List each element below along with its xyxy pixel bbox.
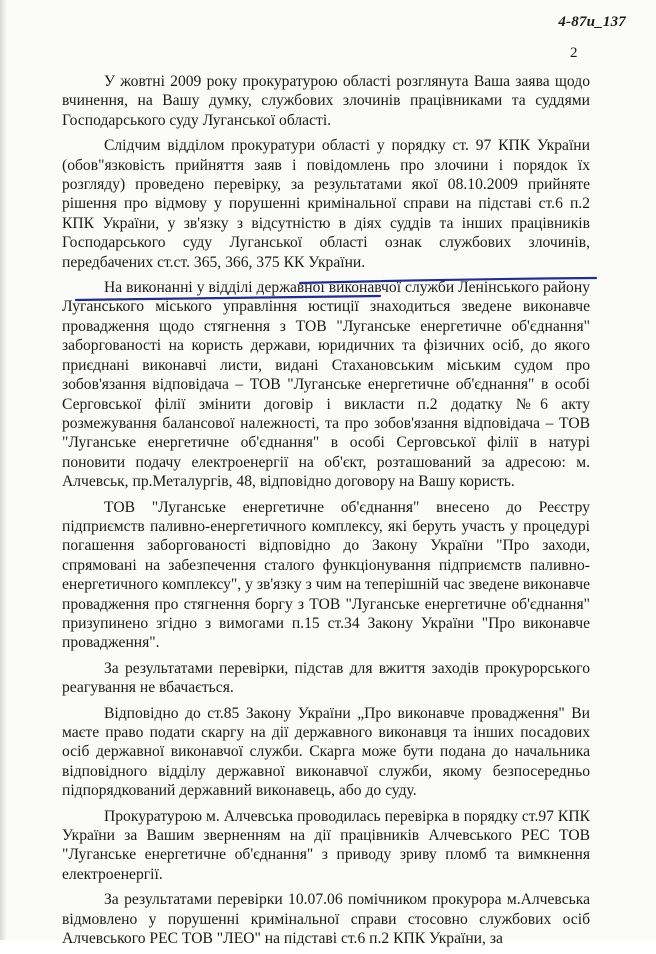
letter-body	[62, 72, 590, 954]
paragraph-3: На виконанні у відділі державної виконавчої служби Ленінського району Луганського міського управління юстиції знаходиться зведене виконавче провадження щодо стягнення з ТОВ "Луганське енергетичне об'єднання" заборгованості на користь держави, юридичних та фізичних осіб, до якого приєднані виконавчі листи, видані Стахановським міським судом про зобов'язання відповідача – ТОВ "Луганське енергетичне об'єднання" в особі Серговської філії змінити договір і викласти п.2 додатку №6 акту розмежування балансової належності, та про зобов'язання відповідача – ТОВ "Луганське енергетичне об'єднання" в особі Серговської філії в натурі поновити подачу електроенергії на об'єкт, розташований за адресою: м. Алчевськ, пр.Металургів, 48, відповідно договору на Вашу користь.	[62, 279, 590, 491]
paragraph-4: ТОВ "Луганське енергетичне об'єднання" внесено до Реєстру підприємств паливно-енергетичного комплексу, які беруть участь у процедурі погашення заборгованості відповідно до Закону України "Про заходи, спрямовані на забезпечення сталого функціонування підприємств паливно-енергетичного комплексу", у зв'язку з чим на теперішній час зведене виконавче провадження про стягнення боргу з ТОВ "Луганське енергетичне об'єднання" призупинено згідно з вимогами п.15 ст.34 Закону України "Про виконавче провадження".	[62, 498, 590, 652]
document-id: 4-87и_137	[558, 14, 626, 30]
scan-edge-shadow	[0, 0, 6, 940]
paragraph-6: Відповідно до ст.85 Закону України „Про виконавче провадження" Ви маєте право подати скаргу на дії державного виконавця та інших посадових осіб державної виконавчої служби. Скарга може бути подана до начальника відповідного відділу державної виконавчої служби, якому безпосередньо підпорядкований державний виконавець, або до суду.	[62, 704, 590, 800]
paragraph-8: За результатами перевірки 10.07.06 помічником прокурора м.Алчевська відмовлено у порушенні кримінальної справи стосовно службових осіб Алчевського РЕС ТОВ "ЛЕО" на підставі ст.6 п.2 КПК України, за	[62, 891, 590, 948]
page-number: 2	[570, 45, 578, 61]
paragraph-2: Слідчим відділом прокуратури області у порядку ст. 97 КПК України (обов"язковість прийняття заяв і повідомлень про злочини і порядок їх розгляду) проведено перевірку, за результатами якої 08.10.2009 прийняте рішення про відмову у порушенні кримінальної справи на підставі ст.6 п.2 КПК України, у зв'язку з відсутністю в діях суддів та інших працівників Господарського суду Луганської області ознак службових злочинів, передбачених ст.ст. 365, 366, 375 КК України.	[62, 137, 590, 271]
paragraph-1: У жовтні 2009 року прокуратурою області розглянута Ваша заява щодо вчинення, на Вашу думку, службових злочинів працівниками та суддями Господарського суду Луганської області.	[62, 73, 590, 129]
paragraph-5: За результатами перевірки, підстав для вжиття заходів прокурорського реагування не вбачається.	[62, 659, 590, 697]
paragraph-7: Прокуратурою м. Алчевська проводилась перевірка в порядку ст.97 КПК України за Вашим зверненням на дії працівників Алчевського РЕС ТОВ "Луганське енергетичне об'єднання" з приводу зриву пломб та вимкнення електроенергії.	[62, 807, 590, 883]
